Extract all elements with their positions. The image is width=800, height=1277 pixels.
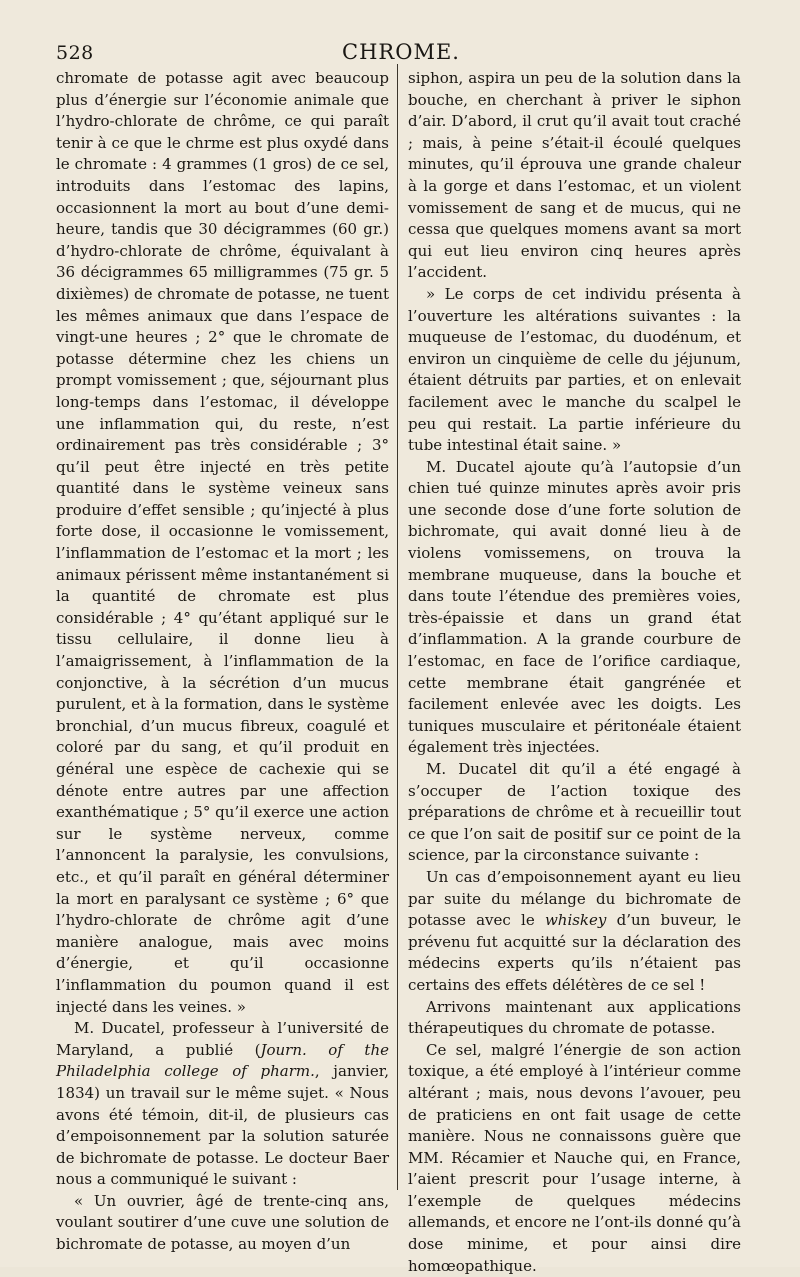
page-header xyxy=(56,38,746,68)
text-run: d’un buveur, le prévenu fut acquitté sur la déclaration des médecins experts qu’ils n’étaient pas certains des effets délétères de ce sel ! xyxy=(408,911,741,994)
paragraph: « Un ouvrier, âgé de trente-cinq ans, voulant soutirer d’une cuve une solution de bichromate de potasse, au moyen d’un xyxy=(56,1191,389,1254)
text-run: M. Ducatel, professeur à l’université de Maryland, a publié ( xyxy=(56,1019,389,1059)
paragraph: siphon, aspira un peu de la solution dans la bouche, en cherchant à priver le siphon d’air. D’abord, il crut qu’il avait tout craché ; mais, à peine s’était-il écoulé quelques minutes, qu’il éprouva une grande chaleur à la gorge et dans l’estomac, et un violent vomissement de sang et de mucus, qui ne cessa que quelques momens avant sa mort qui eut lieu environ cinq heures après l’accident. xyxy=(408,69,741,282)
emphasis-whiskey: whiskey xyxy=(544,911,607,930)
page-number: 528 xyxy=(56,42,94,64)
paragraph: Arrivons maintenant aux applications thérapeutiques du chromate de potasse. xyxy=(408,997,741,1038)
paragraph xyxy=(56,1018,389,1191)
paragraph xyxy=(408,867,741,997)
column-divider xyxy=(397,64,398,1190)
paragraph: Ce sel, malgré l’énergie de son action toxique, a été employé à l’intérieur comme altérant ; mais, nous devons l’avouer, peu de praticiens en ont fait usage de cette manière. Nous ne connaissons guère que MM. Récamier et Nauche qui, en France, l’aient prescrit pour l’usage interne, à l’exemple de quelques médecins allemands, et encore ne l’ont-ils donné qu’à dose minime, et pour ainsi dire homœopathique. xyxy=(408,1040,741,1275)
text-run: , janvier, 1834) un travail sur le même sujet. « Nous avons été témoin, dit-il, de plusieurs cas d’empoisonnement par la solution saturée de bichromate de potasse. Le docteur Baer nous a communiqué le suivant : xyxy=(56,1062,389,1189)
paragraph: » Le corps de cet individu présenta à l’ouverture les altérations suivantes : la muqueuse de l’estomac, du duodénum, et environ un cinquième de celle du jéjunum, étaient détruits par parties, et on enlevait facilement avec le manche du scalpel le peu qui restait. La partie inférieure du tube intestinal était saine. » xyxy=(408,284,741,455)
left-column xyxy=(56,68,389,1254)
text-run: Un cas d’empoisonnement ayant eu lieu par suite du mélange du bichromate de potasse avec le xyxy=(408,867,741,930)
journal-title: Journ. of the Philadelphia college of pharm. xyxy=(56,1040,389,1081)
running-head: CHROME. xyxy=(342,40,460,64)
right-column xyxy=(408,68,741,1275)
paragraph: M. Ducatel dit qu’il a été engagé à s’occuper de l’action toxique des préparations de chrôme et à recueillir tout ce que l’on sait de positif sur ce point de la science, par la circonstance suivante : xyxy=(408,760,741,865)
paragraph: M. Ducatel ajoute qu’à l’autopsie d’un chien tué quinze minutes après avoir pris une seconde dose d’une forte solution de bichromate, qui avait donné lieu à de violens vomissemens, on trouva la membrane muqueuse, dans la bouche et dans toute l’étendue des premières voies, très-épaissie et dans un grand état d’inflammation. A la grande courbure de l’estomac, en face de l’orifice cardiaque, cette membrane était gangrénée et facilement enlevée avec les doigts. Les tuniques musculaire et péritonéale étaient également très injectées. xyxy=(408,457,741,757)
paragraph: chromate de potasse agit avec beaucoup plus d’énergie sur l’économie animale que l’hydro-chlorate de chrôme, ce qui paraît tenir à ce que le chrme est plus oxydé dans le chromate : 4 grammes (1 gros) de ce sel, introduits dans l’estomac des lapins, occasionnent la mort au bout d’une demi-heure, tandis que 30 décigrammes (60 gr.) d’hydro-chlorate de chrôme, équivalant à 36 décigrammes 65 milligrammes (75 gr. 5 dixièmes) de chromate de potasse, ne tuent les mêmes animaux que dans l’espace de vingt-une heures ; 2° que le chromate de potasse détermine chez les chiens un prompt vomissement ; que, séjournant plus long-temps dans l’estomac, il développe une inflammation qui, du reste, n’est ordinairement pas très considérable ; 3° qu’il peut être injecté en très petite quantité dans le système veineux sans produire d’effet sensible ; qu’injecté à plus forte dose, il occasionne le vomissement, l’inflammation de l’estomac et la mort ; les animaux périssent même instantanément si la quantité de chromate est plus considérable ; 4° qu’étant appliqué sur le tissu cellulaire, il donne lieu à l’amaigrissement, à l’inflammation de la conjonctive, à la sécrétion d’un mucus purulent, et à la formation, dans le système bronchial, d’un mucus fibreux, coagulé et coloré par du sang, et qu’il produit en général une espèce de cachexie qui se dénote entre autres par une affection exanthématique ; 5° qu’il exerce une action sur le système nerveux, comme l’annoncent la paralysie, les convulsions, etc., et qu’il paraît en général déterminer la mort en paralysant ce système ; 6° que l’hydro-chlorate de chrôme agit d’une manière analogue, mais avec moins d’énergie, et qu’il occasionne l’inflammation du poumon quand il est injecté dans les veines. » xyxy=(56,69,389,1016)
